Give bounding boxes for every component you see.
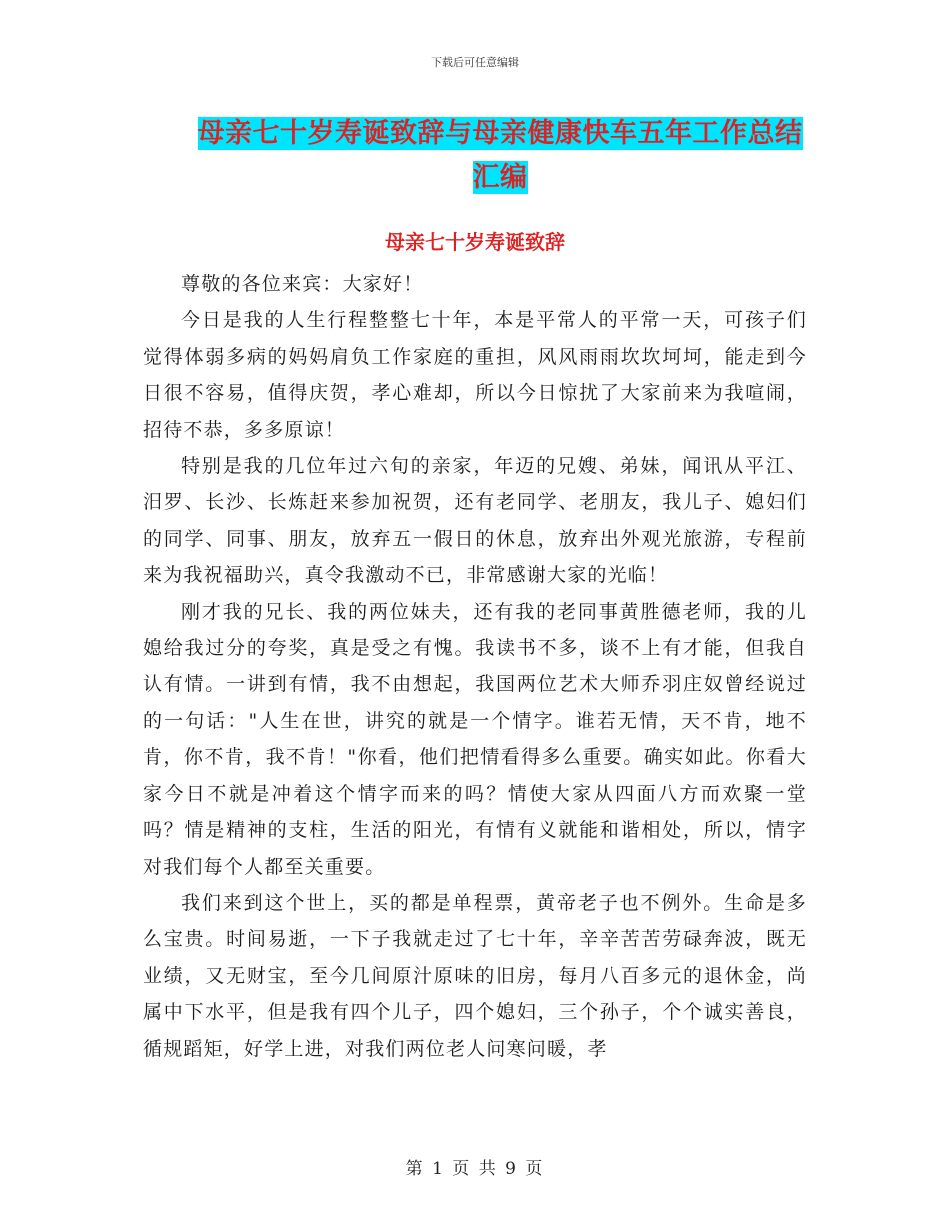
page-footer: 第 1 页 共 9 页 xyxy=(405,1159,545,1179)
paragraph: 刚才我的兄长、我的两位妹夫，还有我的老同事黄胜德老师，我的儿媳给我过分的夸奖，真是受之有愧。我读书不多，谈不上有才能，但我自认有情。一讲到有情，我不由想起，我国两位艺术大师乔羽庄奴曾经说过的一句话："人生在世，讲究的就是一个情字。谁若无情，天不肯，地不肯，你不肯，我不肯！"你看，他们把情看得多么重要。确实如此。你看大家今日不就是冲着这个情字而来的吗？情使大家从四面八方而欢聚一堂吗？情是精神的支柱，生活的阳光，有情有义就能和谐相处，所以，情字对我们每个人都至关重要。 xyxy=(143,600,807,878)
paragraph: 特别是我的几位年过六旬的亲家，年迈的兄嫂、弟妹，闻讯从平江、汨罗、长沙、长炼赶来参加祝贺，还有老同学、老朋友，我儿子、媳妇们的同学、同事、朋友，放弃五一假日的休息，放弃出外观光旅游，专程前来为我祝福助兴，真令我激动不已，非常感谢大家的光临！ xyxy=(143,455,807,587)
body-text xyxy=(143,266,807,1067)
document-title xyxy=(190,112,810,200)
header-note: 下载后可任意编辑 xyxy=(431,56,519,69)
paragraph: 我们来到这个世上，买的都是单程票，黄帝老子也不例外。生命是多么宝贵。时间易逝，一下子我就走过了七十年，辛辛苦苦劳碌奔波，既无业绩，又无财宝，至今几间原汁原味的旧房，每月八百多元的退休金，尚属中下水平，但是我有四个儿子，四个媳妇，三个孙子，个个诚实善良，循规蹈矩，好学上进，对我们两位老人问寒问暖，孝 xyxy=(143,891,807,1060)
paragraph: 今日是我的人生行程整整七十年，本是平常人的平常一天，可孩子们觉得体弱多病的妈妈肩负工作家庭的重担，风风雨雨坎坎坷坷，能走到今日很不容易，值得庆贺，孝心难却，所以今日惊扰了大家前来为我喧闹，招待不恭，多多原谅！ xyxy=(143,309,807,441)
document-title-text: 母亲七十岁寿诞致辞与母亲健康快车五年工作总结汇编 xyxy=(197,118,803,193)
section-title: 母亲七十岁寿诞致辞 xyxy=(385,230,565,254)
paragraph-greeting: 尊敬的各位来宾：大家好！ xyxy=(181,273,424,295)
